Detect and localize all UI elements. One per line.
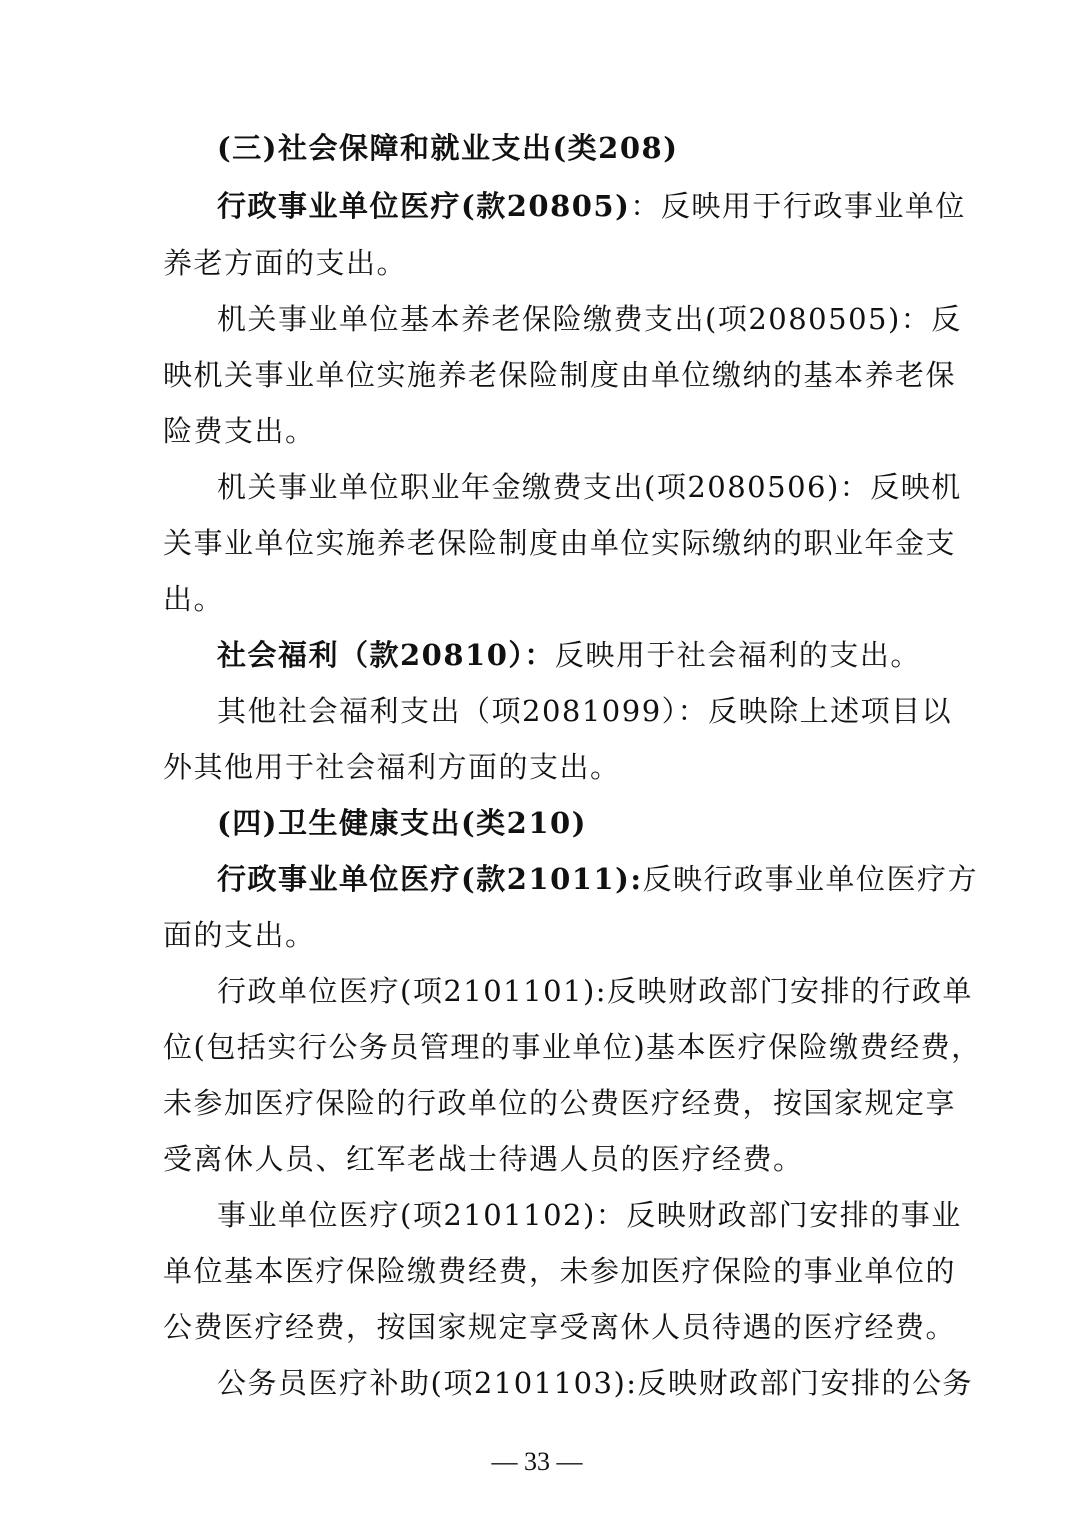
paragraph-line: 公务员医疗补助(项2101103):反映财政部门安排的公务	[217, 1366, 974, 1400]
paragraph-line: 机关事业单位基本养老保险缴费支出(项2080505)：反	[217, 302, 962, 336]
paragraph-line: 机关事业单位职业年金缴费支出(项2080506)：反映机	[217, 470, 962, 504]
paragraph-line: 单位基本医疗保险缴费经费，未参加医疗保险的事业单位的	[163, 1254, 957, 1288]
paragraph-line: 行政单位医疗(项2101101):反映财政部门安排的行政单	[217, 974, 974, 1008]
item-description: 反映用于社会福利的支出。	[554, 638, 921, 672]
page-number: — 33 —	[491, 1447, 583, 1476]
paragraph-line: 受离休人员、红军老战士待遇人员的医疗经费。	[163, 1142, 804, 1176]
paragraph-line: 养老方面的支出。	[163, 246, 408, 280]
item-title: 行政事业单位医疗(款21011):	[217, 862, 643, 896]
paragraph-line: 映机关事业单位实施养老保险制度由单位缴纳的基本养老保	[163, 358, 957, 392]
section-heading-health: (四)卫生健康支出(类210)	[217, 806, 587, 840]
item-description: 反映行政事业单位医疗方	[642, 862, 979, 896]
item-title: 行政事业单位医疗(款20805)	[217, 189, 631, 223]
paragraph-line	[217, 635, 921, 675]
paragraph-line: 关事业单位实施养老保险制度由单位实际缴纳的职业年金支	[163, 526, 957, 560]
paragraph-line: 其他社会福利支出（项2081099）：反映除上述项目以	[217, 694, 953, 728]
paragraph-line: 事业单位医疗(项2101102)：反映财政部门安排的事业	[217, 1198, 962, 1232]
paragraph-line	[217, 186, 966, 226]
item-title: 社会福利（款20810）：	[217, 638, 555, 672]
paragraph-line: 险费支出。	[163, 414, 316, 448]
paragraph-line: 位(包括实行公务员管理的事业单位)基本医疗保险缴费经费，	[163, 1030, 982, 1064]
item-description: ：反映用于行政事业单位	[630, 189, 966, 223]
paragraph-line: 公费医疗经费，按国家规定享受离休人员待遇的医疗经费。	[163, 1310, 957, 1344]
section-heading-social-security: (三)社会保障和就业支出(类208)	[217, 131, 679, 165]
paragraph-line	[217, 859, 978, 899]
paragraph-line: 面的支出。	[163, 918, 316, 952]
paragraph-line: 外其他用于社会福利方面的支出。	[163, 750, 621, 784]
paragraph-line: 出。	[163, 582, 225, 616]
paragraph-line: 未参加医疗保险的行政单位的公费医疗经费，按国家规定享	[163, 1086, 957, 1120]
